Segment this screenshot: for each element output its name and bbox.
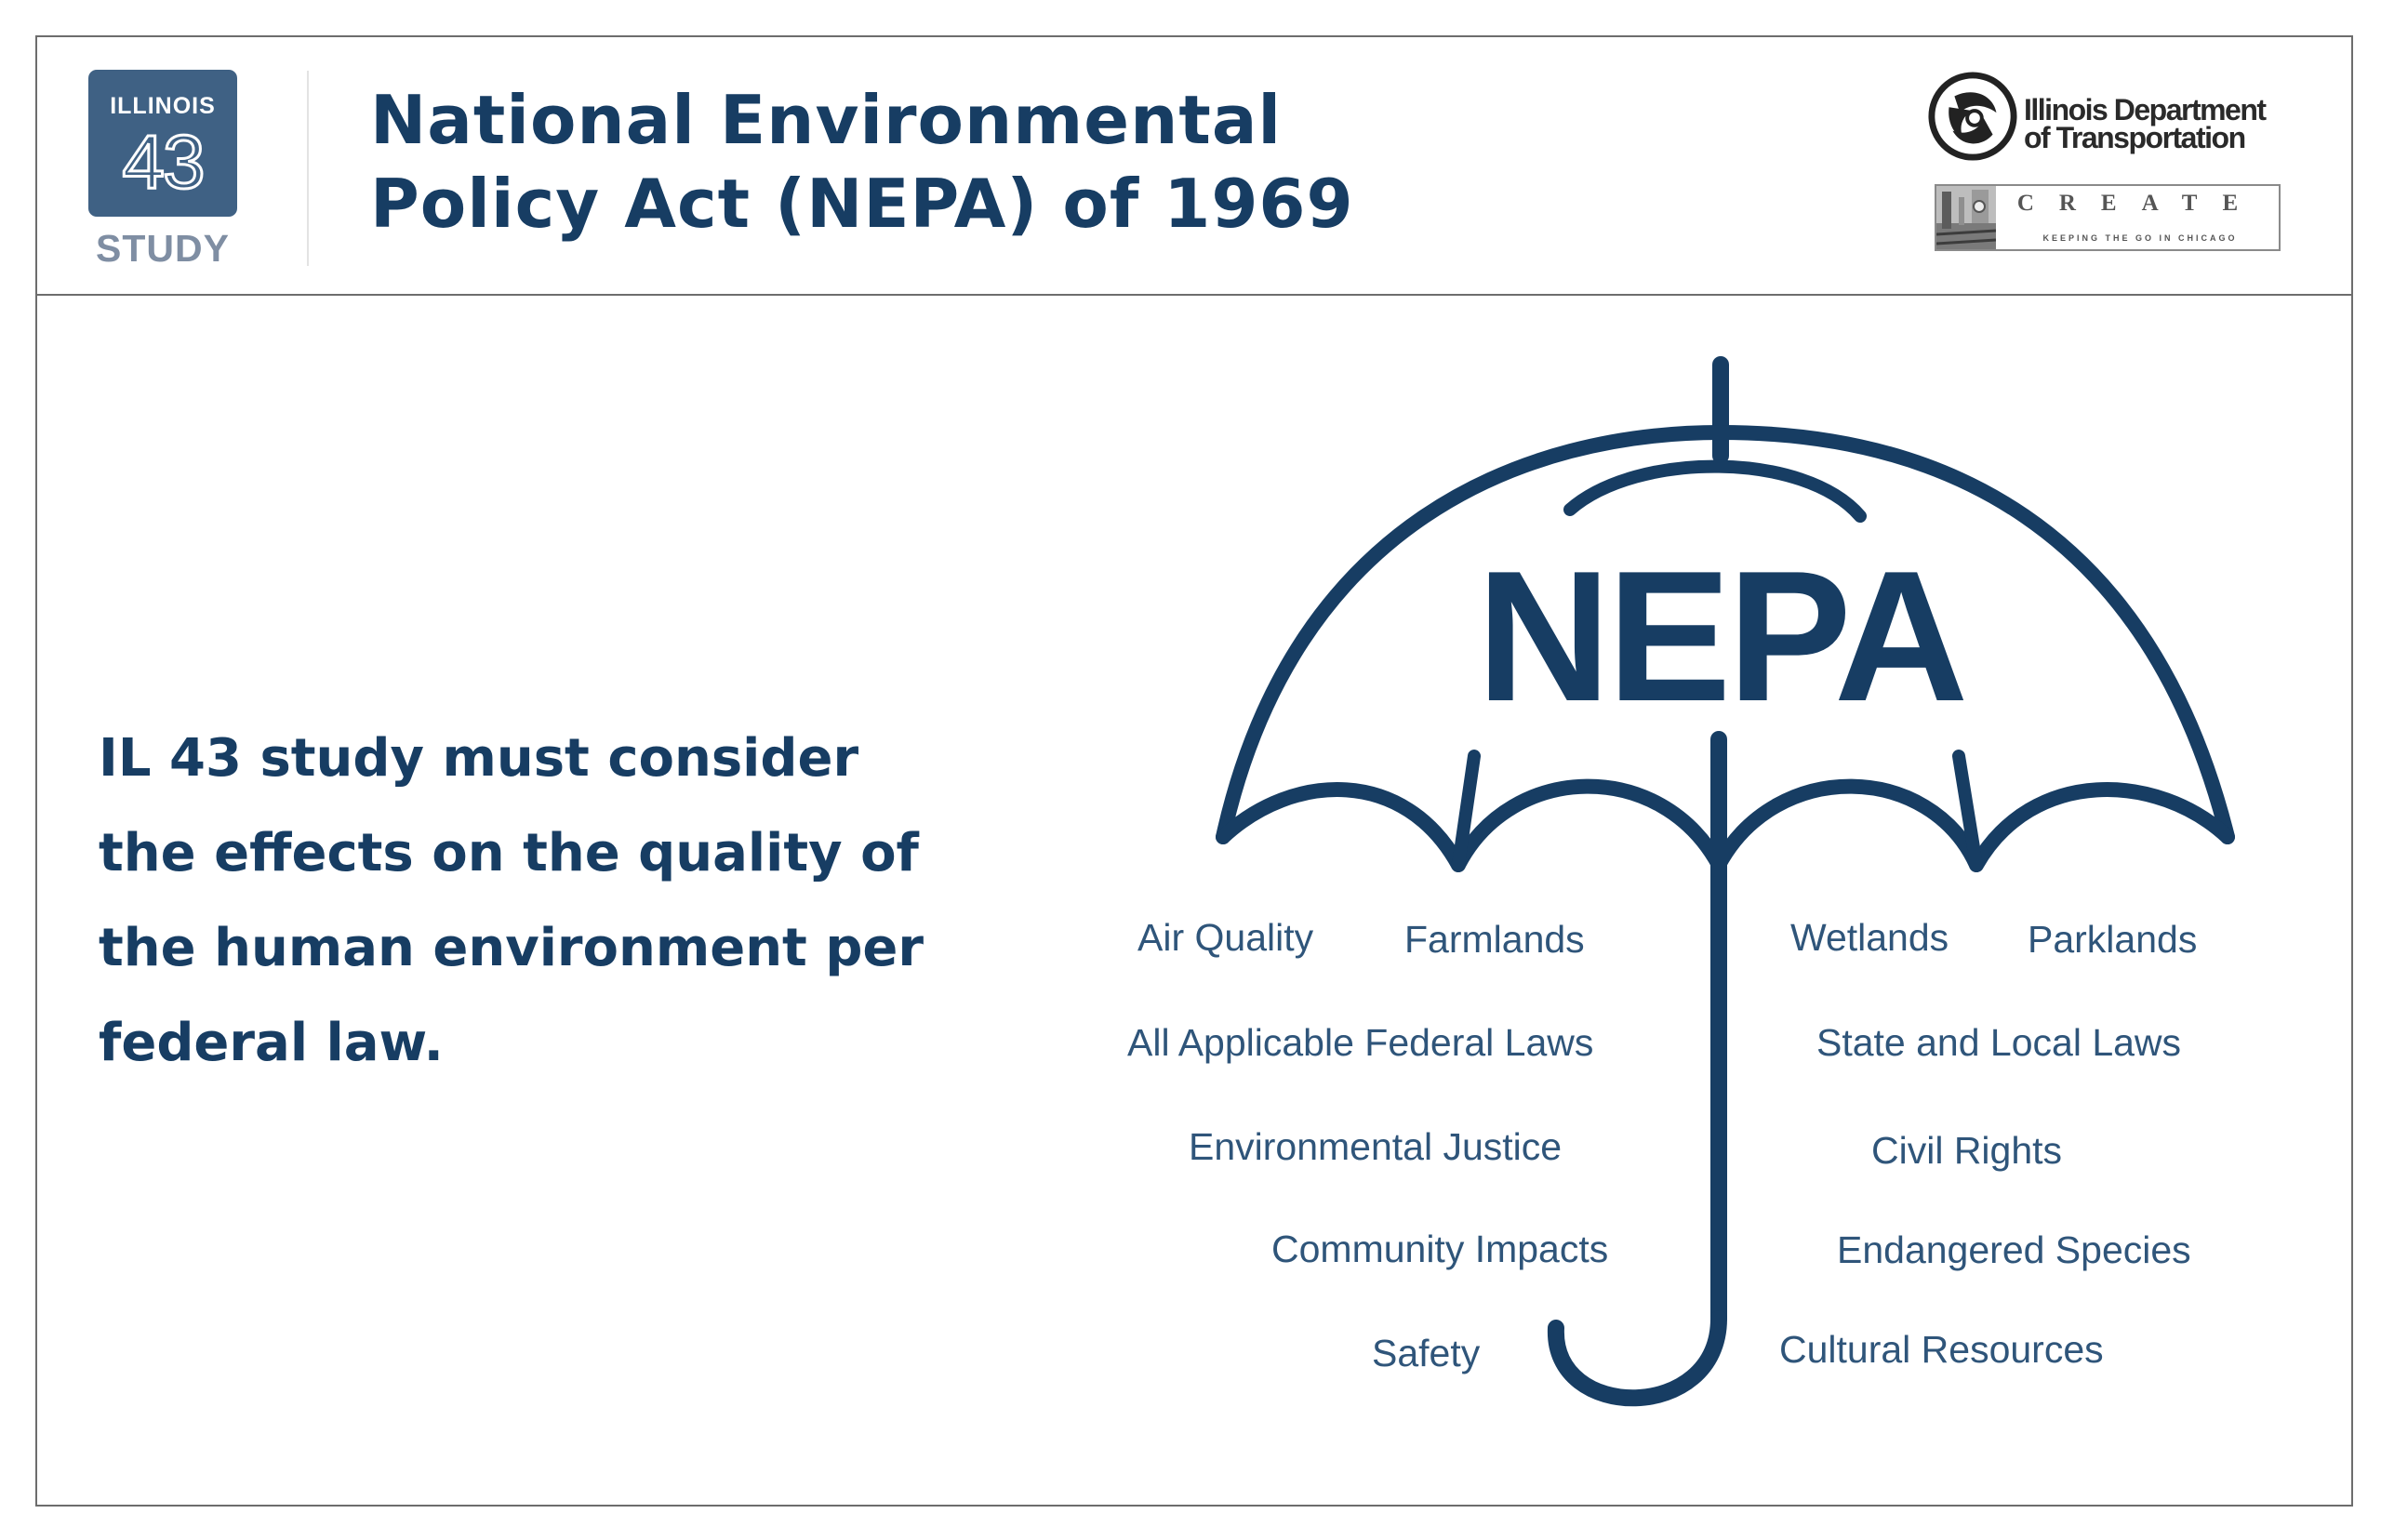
title-line-2: Policy Act (NEPA) of 1969 [370, 165, 1354, 243]
topic-air-quality: Air Quality [1137, 916, 1314, 959]
title-line-1: National Environmental [370, 81, 1283, 159]
logo-illinois-text: ILLINOIS [110, 93, 216, 119]
topic-cultural-resources: Cultural Resources [1779, 1328, 2104, 1371]
topic-civil-rights: Civil Rights [1871, 1129, 2063, 1172]
logo-route-number: 43 [122, 120, 204, 205]
topic-endangered-species: Endangered Species [1837, 1228, 2191, 1271]
topic-federal-laws: All Applicable Federal Laws [1127, 1021, 1594, 1064]
idot-name-line-2: of Transportation [2024, 121, 2245, 154]
topic-state-local-laws: State and Local Laws [1816, 1021, 2182, 1064]
nepa-label: NEPA [1476, 533, 1965, 740]
create-tagline: KEEPING THE GO IN CHICAGO [2042, 233, 2238, 243]
logo-study-text: STUDY [96, 227, 230, 270]
topic-community-impacts: Community Impacts [1271, 1228, 1609, 1270]
topic-safety: Safety [1372, 1332, 1481, 1374]
topic-parklands: Parklands [2028, 918, 2198, 961]
topic-wetlands: Wetlands [1790, 916, 1949, 959]
topic-environmental-justice: Environmental Justice [1189, 1125, 1563, 1168]
create-wordmark: CREATE [2016, 191, 2264, 216]
idot-name-line-1: Illinois Department [2024, 93, 2266, 126]
study-statement: IL 43 study must consider the effects on the quality of the human environment per federal law. [99, 728, 924, 1073]
topic-farmlands: Farmlands [1404, 918, 1585, 961]
